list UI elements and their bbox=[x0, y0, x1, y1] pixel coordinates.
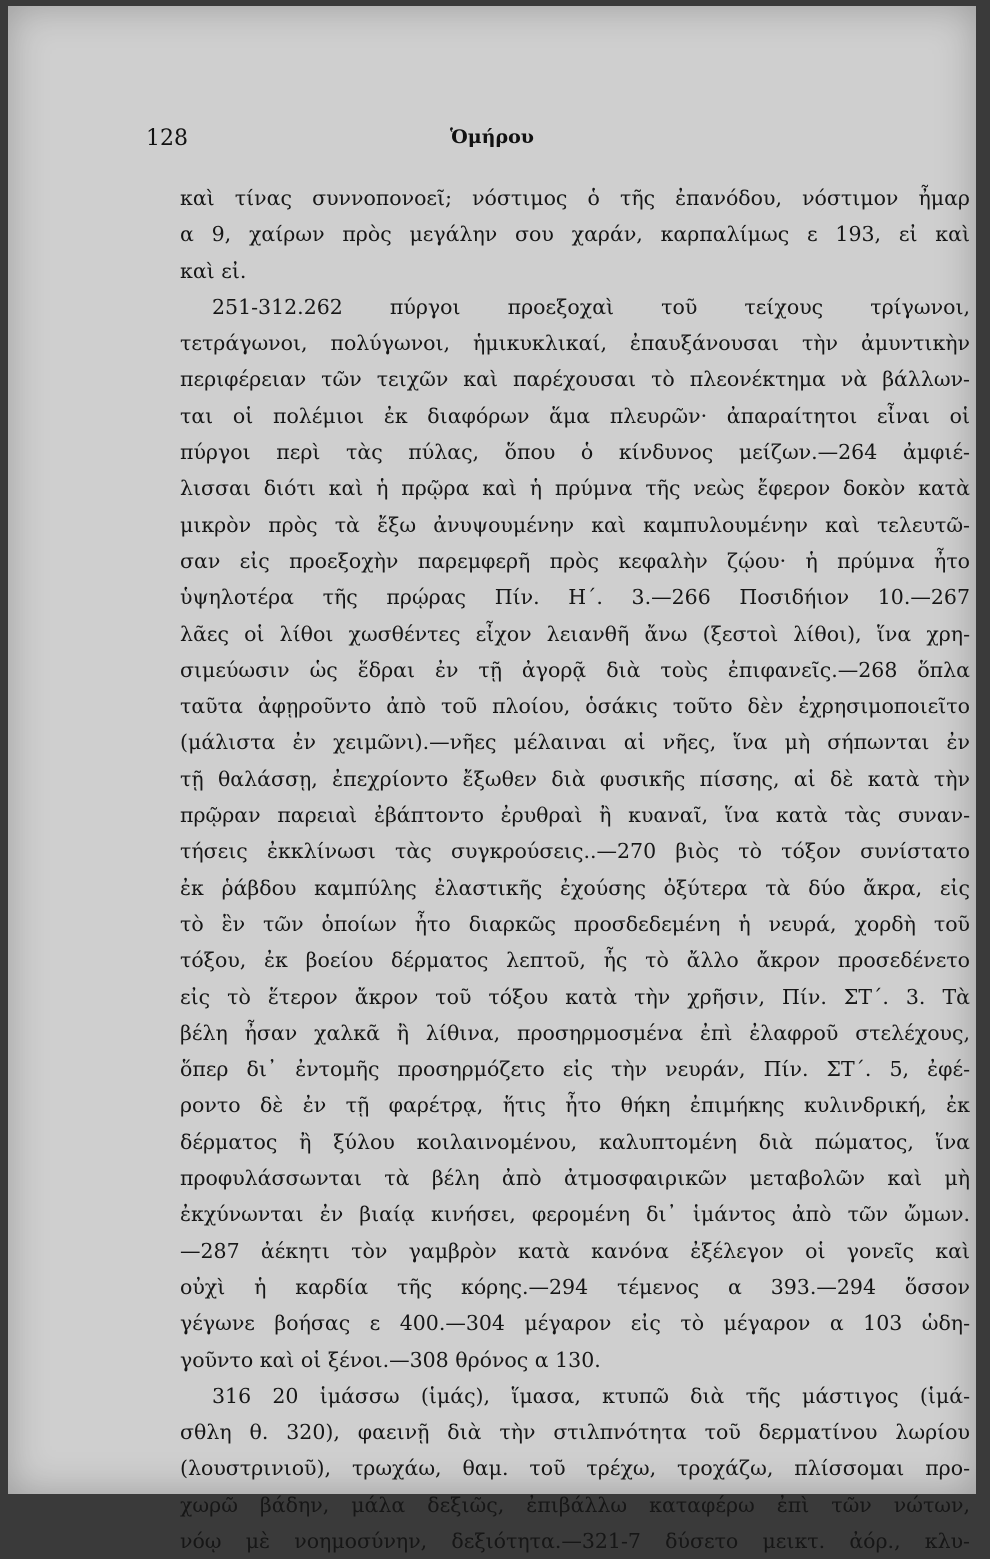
text-line: χωρῶ βάδην, μάλα δεξιῶς, ἐπιβάλλω καταφέρω ἐπὶ τῶν νώτων, bbox=[180, 1492, 970, 1517]
text-line: ταῦτα ἀφῃροῦντο ἀπὸ τοῦ πλοίου, ὁσάκις τοῦτο δὲν ἐχρησιμοποιεῖτο bbox=[180, 694, 970, 719]
text-line: ται οἱ πολέμιοι ἐκ διαφόρων ἅμα πλευρῶν· ἀπαραίτητοι εἶναι οἱ bbox=[180, 403, 970, 428]
text-line: λᾶες οἱ λίθοι χωσθέντες εἶχον λειανθῆ ἄνω (ξεστοὶ λίθοι), ἵνα χρη- bbox=[180, 621, 970, 646]
text-line: ἐκ ῥάβδου καμπύλης ἐλαστικῆς ἐχούσης ὀξύτερα τὰ δύο ἄκρα, εἰς bbox=[180, 875, 970, 900]
text-line: σιμεύωσιν ὡς ἕδραι ἐν τῇ ἀγορᾷ διὰ τοὺς ἐπιφανεῖς.—268 ὅπλα bbox=[180, 657, 970, 682]
text-line: ὑψηλοτέρα τῆς πρῴρας Πίν. Η΄. 3.—266 Ποσιδήιον 10.—267 bbox=[180, 585, 970, 610]
text-line: (λουστρινιοῦ), τρωχάω, θαμ. τοῦ τρέχω, τροχάζω, πλίσσομαι προ- bbox=[180, 1456, 970, 1481]
text-line: 316 20 ἱμάσσω (ἱμάς), ἵμασα, κτυπῶ διὰ τῆς μάστιγος (ἱμά- bbox=[212, 1383, 970, 1408]
text-line: νόῳ μὲ νοημοσύνην, δεξιότητα.—321-7 δύσετο μεικτ. ἀόρ., κλυ- bbox=[180, 1528, 970, 1553]
text-line: α 9, χαίρων πρὸς μεγάλην σου χαράν, καρπαλίμως ε 193, εἰ καὶ bbox=[180, 222, 970, 247]
text-line: πρῷραν παρειαὶ ἐβάπτοντο ἐρυθραὶ ἢ κυαναῖ, ἵνα κατὰ τὰς συναν- bbox=[180, 803, 970, 828]
text-line: 251-312.262 πύργοι προεξοχαὶ τοῦ τείχους τρίγωνοι, bbox=[212, 294, 970, 319]
text-line: —287 ἀέκητι τὸν γαμβρὸν κατὰ κανόνα ἐξέλεγον οἱ γονεῖς καὶ bbox=[180, 1238, 970, 1263]
text-line: εἰς τὸ ἕτερον ἄκρον τοῦ τόξου κατὰ τὴν χρῆσιν, Πίν. ΣΤ΄. 3. Τὰ bbox=[180, 984, 970, 1009]
text-line: καὶ εἰ. bbox=[180, 258, 247, 283]
text-line: τὸ ἓν τῶν ὁποίων ἦτο διαρκῶς προσδεδεμένη ἡ νευρά, χορδὴ τοῦ bbox=[180, 911, 970, 936]
text-line: (μάλιστα ἐν χειμῶνι).—νῆες μέλαιναι αἱ νῆες, ἵνα μὴ σήπωνται ἐν bbox=[180, 730, 970, 755]
text-line: προφυλάσσωνται τὰ βέλη ἀπὸ ἀτμοσφαιρικῶν μεταβολῶν καὶ μὴ bbox=[180, 1166, 970, 1191]
text-line: γοῦντο καὶ οἱ ξένοι.—308 θρόνος α 130. bbox=[180, 1347, 601, 1372]
text-line: τήσεις ἐκκλίνωσι τὰς συγκρούσεις..—270 βιὸς τὸ τόξον συνίστατο bbox=[180, 839, 970, 864]
text-line: γέγωνε βοήσας ε 400.—304 μέγαρον εἰς τὸ μέγαρον α 103 ὡδη- bbox=[180, 1311, 970, 1336]
text-line: τετράγωνοι, πολύγωνοι, ἡμικυκλικαί, ἐπαυξάνουσαι τὴν ἀμυντικὴν bbox=[180, 331, 970, 356]
text-line: σθλη θ. 320), φαεινῇ διὰ τὴν στιλπνότητα τοῦ δερματίνου λωρίου bbox=[180, 1420, 970, 1445]
text-line: περιφέρειαν τῶν τειχῶν καὶ παρέχουσαι τὸ πλεονέκτημα νὰ βάλλων- bbox=[180, 367, 970, 392]
text-line: τόξου, ἐκ βοείου δέρματος λεπτοῦ, ἧς τὸ ἄλλο ἄκρον προσεδένετο bbox=[180, 948, 970, 973]
text-line: λισσαι διότι καὶ ἡ πρῷρα καὶ ἡ πρύμνα τῆς νεὼς ἔφερον δοκὸν κατὰ bbox=[180, 476, 970, 501]
text-line: καὶ τίνας συννοπονοεῖ; νόστιμος ὁ τῆς ἐπανόδου, νόστιμον ἦμαρ bbox=[180, 186, 970, 210]
page-number: 128 bbox=[146, 126, 188, 151]
text-line: πύργοι περὶ τὰς πύλας, ὅπου ὁ κίνδυνος μείζων.—264 ἀμφιέ- bbox=[180, 440, 970, 465]
text-line: βέλη ἦσαν χαλκᾶ ἢ λίθινα, προσηρμοσμένα ἐπὶ ἐλαφροῦ στελέχους, bbox=[180, 1020, 970, 1045]
text-line: οὐχὶ ἡ καρδία τῆς κόρης.—294 τέμενος α 393.—294 ὅσσον bbox=[180, 1274, 970, 1299]
page-body bbox=[180, 180, 970, 1559]
text-line: ὅπερ δι᾽ ἐντομῆς προσηρμόζετο εἰς τὴν νευράν, Πίν. ΣΤ΄. 5, ἐφέ- bbox=[180, 1057, 970, 1082]
page-header bbox=[8, 126, 976, 156]
running-title: Ὁμήρου bbox=[450, 126, 534, 148]
text-line: σαν εἰς προεξοχὴν παρεμφερῆ πρὸς κεφαλὴν ζῴου· ἡ πρύμνα ἦτο bbox=[180, 548, 970, 573]
text-line: μικρὸν πρὸς τὰ ἔξω ἀνυψουμένην καὶ καμπυλουμένην καὶ τελευτῶ- bbox=[180, 512, 970, 537]
text-line: τῇ θαλάσσῃ, ἐπεχρίοντο ἔξωθεν διὰ φυσικῆς πίσσης, αἱ δὲ κατὰ τὴν bbox=[180, 766, 970, 791]
text-line: δέρματος ἢ ξύλου κοιλαινομένου, καλυπτομένη διὰ πώματος, ἵνα bbox=[180, 1129, 970, 1154]
text-line: ροντο δὲ ἐν τῇ φαρέτρᾳ, ἥτις ἦτο θήκη ἐπιμήκης κυλινδρική, ἐκ bbox=[180, 1093, 970, 1118]
text-line: ἐκχύνωνται ἐν βιαίᾳ κινήσει, φερομένη δι᾽ ἱμάντος ἀπὸ τῶν ὤμων. bbox=[180, 1202, 970, 1227]
book-page bbox=[8, 6, 976, 1553]
